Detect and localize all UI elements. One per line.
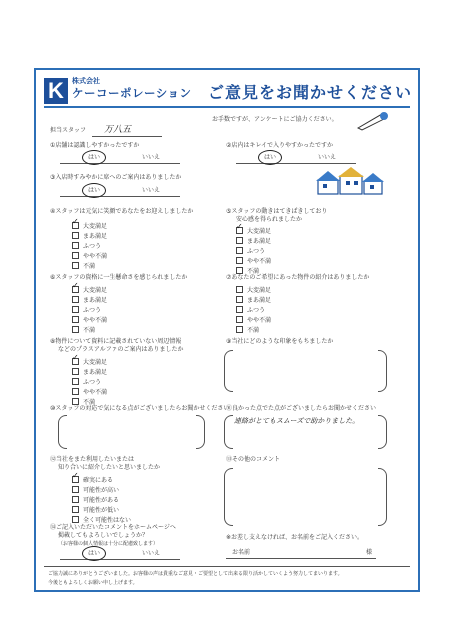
checkbox-icon[interactable] [72, 296, 79, 303]
checkbox-icon[interactable] [72, 232, 79, 239]
q10-box-right [196, 415, 205, 449]
intro-text: お手数ですが、アンケートにご協力ください。 [212, 116, 338, 123]
checkbox-icon[interactable] [236, 286, 243, 293]
q12-option-1[interactable]: ✓確実にある [72, 476, 113, 485]
q3-yes-circle [82, 183, 106, 198]
q7-option-4[interactable]: やや不満 [236, 316, 271, 325]
checkbox-icon[interactable] [72, 486, 79, 493]
q5-option-2[interactable]: まあ満足 [236, 237, 271, 246]
q8-option-5[interactable]: 不満 [72, 398, 95, 407]
q7-option-5[interactable]: 不満 [236, 326, 259, 335]
name-note: ※お差し支えなければ、お名前をご記入ください。 [226, 534, 364, 541]
q8-option-2[interactable]: まあ満足 [72, 368, 107, 377]
q2-line [236, 163, 356, 164]
q6-option-1[interactable]: ✓大変満足 [72, 286, 107, 295]
q12-option-2[interactable]: 可能性が高い [72, 486, 119, 495]
checkbox-icon[interactable] [236, 306, 243, 313]
q11-box-right [378, 415, 387, 449]
q12-label-1: ⑫当社をまた利用したいまたは [50, 456, 135, 463]
checkbox-icon[interactable] [72, 378, 79, 385]
q5-label-1: ⑤スタッフの動きはてきぱきしており [226, 208, 328, 215]
q6-option-5[interactable]: 不満 [72, 326, 95, 335]
q12-label-2: 知り合いに紹介したいと思いましたか [58, 464, 161, 471]
q1-line [60, 163, 180, 164]
q3-label: ③入店時すみやかに席へのご案内はありましたか [50, 174, 182, 181]
q7-option-1[interactable]: 大変満足 [236, 286, 271, 295]
houses-icon [314, 166, 386, 196]
q11-label: ⑪良かった点でた点がございましたらお聞かせください [226, 405, 377, 412]
header [36, 70, 418, 110]
name-line [226, 558, 376, 559]
q4-option-2[interactable]: まあ満足 [72, 232, 107, 241]
checkbox-icon[interactable] [72, 496, 79, 503]
q8-label-2: などのプラスアルファのご案内はありましたか [58, 346, 184, 353]
q6-option-2[interactable]: まあ満足 [72, 296, 107, 305]
q4-option-1[interactable]: ✓大変満足 [72, 222, 107, 231]
q2-label: ②店内はキレイで入りやすかったですか [226, 142, 334, 149]
checkbox-icon[interactable] [72, 252, 79, 259]
q6-label: ⑥スタッフの資格に一生懸命さを感じられましたか [50, 274, 188, 281]
name-suffix: 様 [366, 549, 373, 556]
q8-option-4[interactable]: やや不満 [72, 388, 107, 397]
staff-label: 担当スタッフ [50, 127, 87, 134]
checkbox-icon[interactable] [236, 326, 243, 333]
page-title: ご意見をお聞かせください [208, 83, 413, 102]
q13-box-left [224, 468, 233, 526]
q7-label: ⑦あなたのご希望にあった物件の紹介はありましたか [226, 274, 370, 281]
header-divider [44, 106, 410, 108]
q8-option-1[interactable]: ✓大変満足 [72, 358, 107, 367]
checkbox-icon[interactable] [236, 267, 243, 274]
checkbox-icon[interactable] [72, 358, 79, 365]
checkbox-icon[interactable] [72, 516, 79, 523]
q8-label-1: ⑧物件について資料に記載されていない周辺情報 [50, 338, 182, 345]
q5-option-5[interactable]: 不満 [236, 267, 259, 276]
checkbox-icon[interactable] [236, 227, 243, 234]
q9-label: ⑨当社にどのような印象をもちましたか [226, 338, 334, 345]
checkbox-icon[interactable] [72, 506, 79, 513]
company-logo: K [44, 78, 68, 104]
footer-line-1: ご協力誠にありがとうございました。お客様の声は貴重なご意見・ご要望として出来る限り活かしていくよう努力してまいります。 [48, 571, 343, 577]
checkbox-icon[interactable] [236, 316, 243, 323]
q7-option-2[interactable]: まあ満足 [236, 296, 271, 305]
q5-option-4[interactable]: やや不満 [236, 257, 271, 266]
q6-option-4[interactable]: やや不満 [72, 316, 107, 325]
q11-handwritten-answer: 連絡がとてもスムーズで助かりました。 [234, 417, 360, 425]
checkbox-icon[interactable] [72, 316, 79, 323]
q2-yes[interactable]: はい [264, 154, 277, 161]
q8-option-3[interactable]: ふつう [72, 378, 101, 387]
checkbox-icon[interactable] [72, 242, 79, 249]
footer-divider [44, 566, 410, 567]
q2-yes-circle [258, 150, 282, 165]
q10-label: ⑩スタッフの対応で気になる点がございましたらお聞かせください [50, 405, 230, 412]
checkbox-icon[interactable] [72, 262, 79, 269]
checkbox-icon[interactable] [236, 237, 243, 244]
q13-label: ⑬その他のコメント [226, 456, 281, 463]
q14-label-2: 掲載してもよろしいでしょうか？ [58, 532, 149, 539]
q3-yes[interactable]: はい [88, 187, 101, 194]
q4-option-5[interactable]: 不満 [72, 262, 95, 271]
survey-sheet [34, 68, 420, 592]
q14-line [60, 559, 180, 560]
checkbox-icon[interactable] [72, 368, 79, 375]
company-name: ケーコーポレーション [72, 86, 192, 100]
q7-option-3[interactable]: ふつう [236, 306, 265, 315]
checkbox-icon[interactable] [72, 388, 79, 395]
checkbox-icon[interactable] [236, 257, 243, 264]
q9-box-left [224, 350, 233, 392]
q4-option-4[interactable]: やや不満 [72, 252, 107, 261]
q12-option-4[interactable]: 可能性が低い [72, 506, 119, 515]
checkbox-icon[interactable] [236, 247, 243, 254]
q1-yes[interactable]: はい [88, 154, 101, 161]
q5-option-3[interactable]: ふつう [236, 247, 265, 256]
checkbox-icon[interactable] [72, 398, 79, 405]
q9-box-right [378, 350, 387, 392]
name-label: お名前 [232, 549, 251, 556]
q3-no[interactable]: いいえ [142, 187, 161, 194]
staff-line [92, 136, 162, 137]
q13-box-right [378, 468, 387, 526]
company-type: 株式会社 [72, 77, 100, 85]
footer-line-2: 今後ともよろしくお願い申し上げます。 [48, 580, 138, 586]
q11-box-left [224, 415, 233, 449]
q2-no[interactable]: いいえ [318, 154, 337, 161]
pen-icon [354, 110, 390, 132]
checkbox-icon[interactable] [236, 296, 243, 303]
q10-box-left [58, 415, 67, 449]
q3-line [60, 196, 180, 197]
q14-yes-circle [82, 546, 106, 561]
q4-option-3[interactable]: ふつう [72, 242, 101, 251]
q4-label: ④スタッフは元気に笑顔であなたをお迎えしましたか [50, 208, 194, 215]
q14-no[interactable]: いいえ [142, 550, 161, 557]
checkbox-icon[interactable] [72, 326, 79, 333]
q6-option-3[interactable]: ふつう [72, 306, 101, 315]
q14-label-1: ⑭ご記入いただいたコメントをホームページへ [50, 524, 176, 531]
checkbox-icon[interactable] [72, 222, 79, 229]
q1-no[interactable]: いいえ [142, 154, 161, 161]
checkbox-icon[interactable] [72, 306, 79, 313]
q5-label-2: 安心感を得られましたか [236, 216, 303, 223]
q5-option-1[interactable]: ✓大変満足 [236, 227, 271, 236]
q1-yes-circle [82, 150, 106, 165]
q1-label: ①店舗は認識しやすかったですか [50, 142, 140, 149]
q12-option-5[interactable]: 全く可能性はない [72, 516, 131, 525]
checkbox-icon[interactable] [72, 476, 79, 483]
q12-option-3[interactable]: 可能性がある [72, 496, 119, 505]
staff-handwritten: 万八五 [104, 125, 132, 135]
q14-yes[interactable]: はい [88, 550, 101, 557]
q14-label-3: （お客様の個人情報は十分に配慮致します） [58, 541, 159, 547]
checkbox-icon[interactable] [72, 286, 79, 293]
